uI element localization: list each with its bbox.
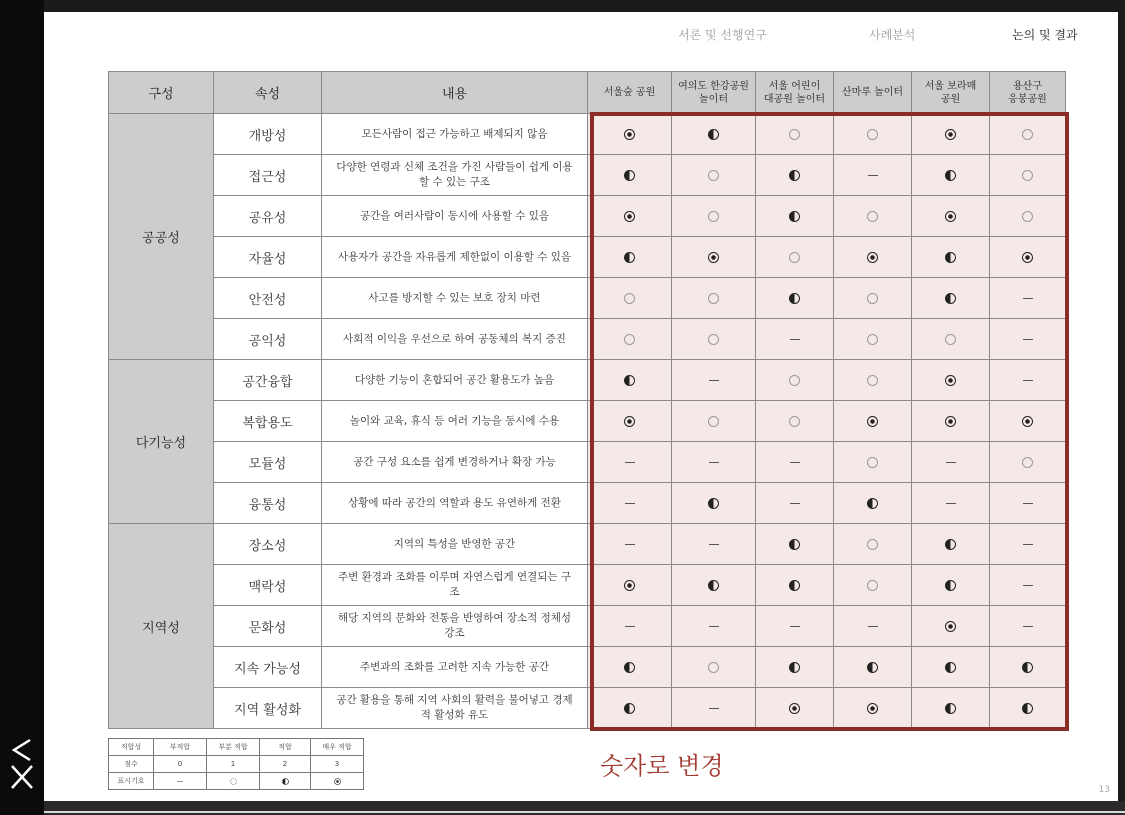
- very-rating-icon: [624, 211, 635, 222]
- suitable-rating-icon: [624, 662, 635, 673]
- rating-cell: [990, 237, 1066, 278]
- group-label: 다기능성: [109, 360, 214, 524]
- rating-cell: [990, 565, 1066, 606]
- legend-score-cell: 2: [260, 756, 311, 773]
- table-row: [109, 319, 1066, 360]
- none-rating-icon: [709, 708, 719, 709]
- suitable-rating-icon: [624, 252, 635, 263]
- none-rating-icon: [709, 380, 719, 381]
- very-rating-icon: [867, 252, 878, 263]
- partial-rating-icon: [1022, 211, 1033, 222]
- suitable-rating-icon: [945, 662, 956, 673]
- partial-rating-icon: [708, 334, 719, 345]
- rating-cell: [834, 237, 912, 278]
- table-row: [109, 196, 1066, 237]
- very-rating-icon: [945, 129, 956, 140]
- partial-rating-icon: [708, 170, 719, 181]
- rating-cell: [834, 442, 912, 483]
- rating-cell: [990, 401, 1066, 442]
- none-rating-icon: [177, 781, 183, 782]
- header-park-line: 대공원 놀이터: [763, 93, 826, 105]
- rating-cell: [912, 278, 990, 319]
- rating-cell: [756, 319, 834, 360]
- none-rating-icon: [1023, 380, 1033, 381]
- header-park-line: 놀이터: [699, 93, 728, 105]
- legend-row-label: 점수: [109, 756, 154, 773]
- bottom-divider: [44, 811, 1125, 813]
- rating-cell: [588, 196, 672, 237]
- none-rating-icon: [1023, 339, 1033, 340]
- none-rating-icon: [790, 626, 800, 627]
- rating-cell: [756, 647, 834, 688]
- partial-rating-icon: [867, 293, 878, 304]
- description-cell: 모든사람이 접근 가능하고 배제되지 않음: [322, 114, 588, 155]
- suitable-rating-icon: [945, 703, 956, 714]
- table-row: [109, 606, 1066, 647]
- partial-rating-icon: [867, 457, 878, 468]
- none-rating-icon: [1023, 298, 1033, 299]
- very-rating-icon: [945, 416, 956, 427]
- partial-rating-icon: [789, 129, 800, 140]
- legend-score-cell: 1: [207, 756, 260, 773]
- nav-case-analysis[interactable]: 사례분석: [869, 28, 916, 42]
- partial-rating-icon: [624, 334, 635, 345]
- evaluation-table: [108, 71, 1066, 729]
- attribute-cell: 접근성: [214, 155, 322, 196]
- header-group: 구성: [109, 72, 214, 114]
- group-label: 공공성: [109, 114, 214, 360]
- rating-cell: [912, 401, 990, 442]
- partial-rating-icon: [867, 580, 878, 591]
- none-rating-icon: [625, 626, 635, 627]
- rating-cell: [672, 114, 756, 155]
- legend-row: [109, 739, 364, 756]
- description-cell: 주변과의 조화를 고려한 지속 가능한 공간: [322, 647, 588, 688]
- attribute-cell: 공유성: [214, 196, 322, 237]
- partial-rating-icon: [1022, 129, 1033, 140]
- rating-cell: [756, 606, 834, 647]
- rating-cell: [756, 401, 834, 442]
- rating-cell: [756, 524, 834, 565]
- rating-cell: [912, 647, 990, 688]
- rating-cell: [672, 196, 756, 237]
- suitable-rating-icon: [789, 539, 800, 550]
- very-rating-icon: [708, 252, 719, 263]
- legend-row: [109, 773, 364, 790]
- rating-cell: [990, 278, 1066, 319]
- attribute-cell: 안전성: [214, 278, 322, 319]
- description-cell: 다양한 기능이 혼합되어 공간 활용도가 높음: [322, 360, 588, 401]
- rating-cell: [912, 442, 990, 483]
- legend-score-cell: 3: [311, 756, 364, 773]
- partial-rating-icon: [708, 211, 719, 222]
- none-rating-icon: [790, 339, 800, 340]
- rating-cell: [672, 319, 756, 360]
- page-number: 13: [1098, 785, 1110, 795]
- suitable-rating-icon: [945, 580, 956, 591]
- rating-cell: [588, 524, 672, 565]
- header-content: 내용: [322, 72, 588, 114]
- very-rating-icon: [789, 703, 800, 714]
- legend-body: [109, 739, 364, 790]
- rating-cell: [756, 483, 834, 524]
- header-park-4: [834, 72, 912, 114]
- description-cell: 다양한 연령과 신체 조건을 가진 사람들이 쉽게 이용할 수 있는 구조: [322, 155, 588, 196]
- attribute-cell: 복합용도: [214, 401, 322, 442]
- rating-cell: [834, 196, 912, 237]
- rating-cell: [588, 278, 672, 319]
- suitable-rating-icon: [945, 293, 956, 304]
- table-row: [109, 524, 1066, 565]
- very-rating-icon: [867, 703, 878, 714]
- rating-cell: [834, 688, 912, 729]
- suitable-rating-icon: [789, 211, 800, 222]
- rating-cell: [672, 442, 756, 483]
- rating-cell: [672, 360, 756, 401]
- very-rating-icon: [867, 416, 878, 427]
- legend-suitability-cell: 매우 적합: [311, 739, 364, 756]
- annotation-note: 숫자로 변경: [600, 752, 724, 780]
- none-rating-icon: [946, 462, 956, 463]
- very-rating-icon: [945, 211, 956, 222]
- description-cell: 공간을 여러사람이 동시에 사용할 수 있음: [322, 196, 588, 237]
- partial-rating-icon: [789, 375, 800, 386]
- rating-cell: [756, 155, 834, 196]
- table-row: [109, 237, 1066, 278]
- rating-cell: [912, 524, 990, 565]
- attribute-cell: 문화성: [214, 606, 322, 647]
- rating-cell: [912, 319, 990, 360]
- rating-cell: [912, 155, 990, 196]
- rating-cell: [834, 360, 912, 401]
- nav-discussion[interactable]: 논의 및 결과: [1012, 28, 1078, 42]
- suitable-rating-icon: [1022, 703, 1033, 714]
- none-rating-icon: [790, 503, 800, 504]
- table-row: [109, 647, 1066, 688]
- rating-cell: [756, 278, 834, 319]
- very-rating-icon: [334, 778, 341, 785]
- suitable-rating-icon: [945, 539, 956, 550]
- suitable-rating-icon: [789, 580, 800, 591]
- table-row: [109, 483, 1066, 524]
- suitable-rating-icon: [624, 703, 635, 714]
- suitable-rating-icon: [708, 580, 719, 591]
- table-header-row: [109, 72, 1066, 114]
- attribute-cell: 맥락성: [214, 565, 322, 606]
- table-row: [109, 401, 1066, 442]
- attribute-cell: 장소성: [214, 524, 322, 565]
- suitable-rating-icon: [708, 129, 719, 140]
- rating-cell: [756, 565, 834, 606]
- attribute-cell: 지역 활성화: [214, 688, 322, 729]
- legend-suitability-cell: 부적합: [154, 739, 207, 756]
- none-rating-icon: [1023, 503, 1033, 504]
- suitable-rating-icon: [945, 170, 956, 181]
- brand-logo-icon: [2, 736, 42, 792]
- description-cell: 놀이와 교육, 휴식 등 여러 기능을 동시에 수용: [322, 401, 588, 442]
- table-row: [109, 155, 1066, 196]
- rating-cell: [990, 483, 1066, 524]
- suitable-rating-icon: [624, 170, 635, 181]
- rating-cell: [672, 524, 756, 565]
- rating-cell: [588, 606, 672, 647]
- rating-cell: [588, 688, 672, 729]
- rating-cell: [990, 606, 1066, 647]
- suitable-rating-icon: [1022, 662, 1033, 673]
- partial-rating-icon: [624, 293, 635, 304]
- description-cell: 해당 지역의 문화와 전통을 반영하여 장소적 정체성 강조: [322, 606, 588, 647]
- none-rating-icon: [1023, 585, 1033, 586]
- rating-cell: [834, 647, 912, 688]
- suitable-rating-icon: [789, 170, 800, 181]
- description-cell: 주변 환경과 조화를 이루며 자연스럽게 연결되는 구조: [322, 565, 588, 606]
- rating-cell: [990, 196, 1066, 237]
- rating-cell: [756, 442, 834, 483]
- rating-cell: [990, 442, 1066, 483]
- description-cell: 지역의 특성을 반영한 공간: [322, 524, 588, 565]
- rating-cell: [912, 565, 990, 606]
- rating-cell: [588, 442, 672, 483]
- rating-cell: [990, 647, 1066, 688]
- none-rating-icon: [868, 175, 878, 176]
- description-cell: 사고를 방지할 수 있는 보호 장치 마련: [322, 278, 588, 319]
- nav-intro[interactable]: 서론 및 선행연구: [678, 28, 767, 42]
- legend-suitability-cell: 부분 적합: [207, 739, 260, 756]
- partial-rating-icon: [867, 129, 878, 140]
- rating-cell: [834, 524, 912, 565]
- header-park-line: 공원: [940, 93, 961, 105]
- table-row: [109, 278, 1066, 319]
- rating-cell: [834, 401, 912, 442]
- partial-rating-icon: [867, 539, 878, 550]
- rating-cell: [588, 360, 672, 401]
- suitable-rating-icon: [945, 252, 956, 263]
- left-sidebar-strip: [0, 0, 44, 815]
- attribute-cell: 공익성: [214, 319, 322, 360]
- slide: [44, 12, 1118, 801]
- table-row: [109, 688, 1066, 729]
- rating-cell: [912, 483, 990, 524]
- rating-cell: [588, 114, 672, 155]
- legend-row-label: 표시기호: [109, 773, 154, 790]
- very-rating-icon: [1022, 416, 1033, 427]
- rating-cell: [756, 360, 834, 401]
- rating-cell: [990, 319, 1066, 360]
- none-rating-icon: [868, 626, 878, 627]
- legend-table: [108, 738, 364, 790]
- none-rating-icon: [1023, 626, 1033, 627]
- rating-cell: [588, 319, 672, 360]
- rating-cell: [990, 688, 1066, 729]
- none-rating-icon: [946, 503, 956, 504]
- rating-cell: [756, 237, 834, 278]
- header-park-1: [588, 72, 672, 114]
- header-park-line: 서울 어린이: [768, 80, 821, 92]
- description-cell: 상황에 따라 공간의 역할과 용도 유연하게 전환: [322, 483, 588, 524]
- partial-rating-icon: [945, 334, 956, 345]
- group-label: 지역성: [109, 524, 214, 729]
- header-park-2: [672, 72, 756, 114]
- none-rating-icon: [709, 626, 719, 627]
- partial-rating-icon: [867, 211, 878, 222]
- legend-symbol-cell: [311, 773, 364, 790]
- description-cell: 공간 활용을 통해 지역 사회의 활력을 불어넣고 경제적 활성화 유도: [322, 688, 588, 729]
- none-rating-icon: [790, 462, 800, 463]
- very-rating-icon: [624, 416, 635, 427]
- description-cell: 사회적 이익을 우선으로 하여 공동체의 복지 증진: [322, 319, 588, 360]
- very-rating-icon: [1022, 252, 1033, 263]
- very-rating-icon: [624, 129, 635, 140]
- header-park-line: 서울숲 공원: [603, 87, 656, 98]
- partial-rating-icon: [708, 293, 719, 304]
- partial-rating-icon: [1022, 457, 1033, 468]
- rating-cell: [990, 360, 1066, 401]
- rating-cell: [834, 114, 912, 155]
- rating-cell: [912, 606, 990, 647]
- table-row: [109, 442, 1066, 483]
- rating-cell: [912, 688, 990, 729]
- header-park-6: [990, 72, 1066, 114]
- rating-cell: [990, 114, 1066, 155]
- very-rating-icon: [624, 580, 635, 591]
- header-park-line: 용산구: [1013, 80, 1042, 92]
- rating-cell: [834, 278, 912, 319]
- attribute-cell: 자율성: [214, 237, 322, 278]
- legend-score-cell: 0: [154, 756, 207, 773]
- suitable-rating-icon: [867, 662, 878, 673]
- none-rating-icon: [625, 462, 635, 463]
- rating-cell: [588, 565, 672, 606]
- partial-rating-icon: [867, 375, 878, 386]
- none-rating-icon: [625, 544, 635, 545]
- rating-cell: [912, 237, 990, 278]
- suitable-rating-icon: [624, 375, 635, 386]
- attribute-cell: 모듈성: [214, 442, 322, 483]
- legend-row: [109, 756, 364, 773]
- rating-cell: [588, 401, 672, 442]
- rating-cell: [834, 606, 912, 647]
- partial-rating-icon: [708, 662, 719, 673]
- rating-cell: [990, 155, 1066, 196]
- rating-cell: [672, 155, 756, 196]
- rating-cell: [672, 237, 756, 278]
- very-rating-icon: [945, 621, 956, 632]
- attribute-cell: 개방성: [214, 114, 322, 155]
- header-park-line: 서울 보라매: [924, 80, 977, 92]
- rating-cell: [912, 360, 990, 401]
- rating-cell: [588, 237, 672, 278]
- header-attribute: 속성: [214, 72, 322, 114]
- table-row: [109, 360, 1066, 401]
- rating-cell: [672, 278, 756, 319]
- attribute-cell: 공간융합: [214, 360, 322, 401]
- description-cell: 사용자가 공간을 자유롭게 제한없이 이용할 수 있음: [322, 237, 588, 278]
- rating-cell: [588, 483, 672, 524]
- legend-symbol-cell: [207, 773, 260, 790]
- rating-cell: [672, 401, 756, 442]
- none-rating-icon: [709, 462, 719, 463]
- rating-cell: [672, 606, 756, 647]
- rating-cell: [756, 114, 834, 155]
- rating-cell: [990, 524, 1066, 565]
- header-park-line: 산마루 놀이터: [841, 87, 904, 98]
- none-rating-icon: [625, 503, 635, 504]
- table-row: [109, 565, 1066, 606]
- suitable-rating-icon: [282, 778, 289, 785]
- legend-suitability-cell: 적합: [260, 739, 311, 756]
- partial-rating-icon: [789, 252, 800, 263]
- suitable-rating-icon: [789, 662, 800, 673]
- partial-rating-icon: [230, 778, 237, 785]
- none-rating-icon: [709, 544, 719, 545]
- none-rating-icon: [1023, 544, 1033, 545]
- suitable-rating-icon: [708, 498, 719, 509]
- header-park-line: 여의도 한강공원: [678, 80, 749, 92]
- legend-symbol-cell: [154, 773, 207, 790]
- attribute-cell: 지속 가능성: [214, 647, 322, 688]
- table-body: [109, 114, 1066, 729]
- rating-cell: [672, 647, 756, 688]
- rating-cell: [834, 565, 912, 606]
- rating-cell: [672, 565, 756, 606]
- rating-cell: [756, 196, 834, 237]
- rating-cell: [588, 647, 672, 688]
- suitable-rating-icon: [789, 293, 800, 304]
- rating-cell: [834, 155, 912, 196]
- legend-row-label: 적합성: [109, 739, 154, 756]
- description-cell: 공간 구성 요소를 쉽게 변경하거나 확장 가능: [322, 442, 588, 483]
- rating-cell: [912, 114, 990, 155]
- header-park-5: [912, 72, 990, 114]
- partial-rating-icon: [789, 416, 800, 427]
- partial-rating-icon: [1022, 170, 1033, 181]
- partial-rating-icon: [867, 334, 878, 345]
- legend-symbol-cell: [260, 773, 311, 790]
- attribute-cell: 융통성: [214, 483, 322, 524]
- rating-cell: [756, 688, 834, 729]
- partial-rating-icon: [708, 416, 719, 427]
- rating-cell: [672, 483, 756, 524]
- header-park-3: [756, 72, 834, 114]
- suitable-rating-icon: [867, 498, 878, 509]
- very-rating-icon: [945, 375, 956, 386]
- rating-cell: [672, 688, 756, 729]
- header-park-line: 응봉공원: [1008, 93, 1047, 105]
- rating-cell: [912, 196, 990, 237]
- table-row: [109, 114, 1066, 155]
- rating-cell: [834, 483, 912, 524]
- rating-cell: [834, 319, 912, 360]
- rating-cell: [588, 155, 672, 196]
